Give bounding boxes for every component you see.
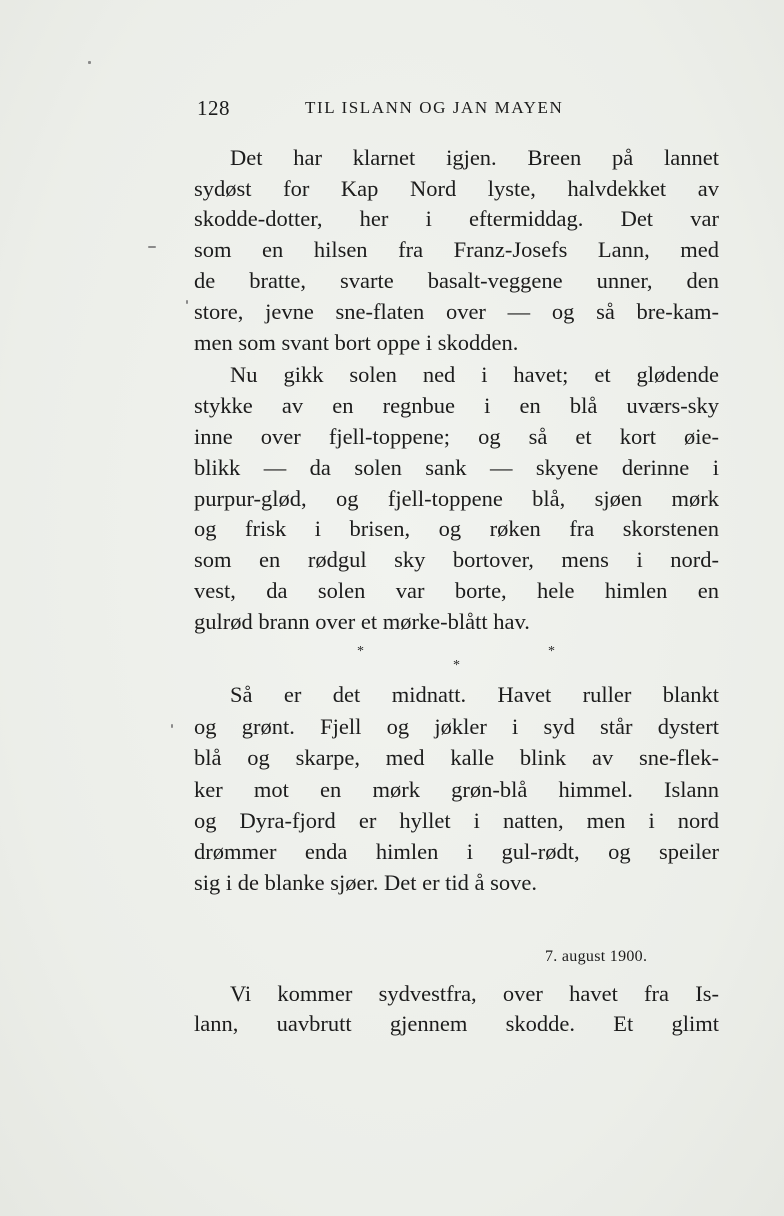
asterism-mark: * [453,658,460,673]
text-line: store, jevne sne-flaten over — og så bre-kam- [194,299,719,324]
text-line: lann, uavbrutt gjennem skodde. Et glimt [194,1011,719,1036]
text-line: Vi kommer sydvestfra, over havet fra Is- [230,981,719,1006]
text-line: Nu gikk solen ned i havet; et glødende [230,362,719,387]
asterism-mark: * [357,644,364,659]
running-title: TIL ISLANN OG JAN MAYEN [305,98,564,117]
scan-speck [88,61,91,64]
scan-speck [171,724,173,728]
text-line: sig i de blanke sjøer. Det er tid å sove. [194,870,538,895]
text-line: stykke av en regnbue i en blå uværs-sky [194,393,719,418]
asterism-mark: * [548,644,555,659]
text-line: ker mot en mørk grøn-blå himmel. Islann [194,777,719,802]
text-line: blå og skarpe, med kalle blink av sne-flek- [194,745,719,770]
text-line: gulrød brann over et mørke-blått hav. [194,609,530,634]
text-line: Det har klarnet igjen. Breen på lannet [230,145,719,170]
text-line: som en hilsen fra Franz-Josefs Lann, med [194,237,719,262]
running-head [197,96,717,126]
text-line: drømmer enda himlen i gul-rødt, og speiler [194,839,719,864]
text-line: og Dyra-fjord er hyllet i natten, men i nord [194,808,719,833]
text-line: sydøst for Kap Nord lyste, halvdekket av [194,176,719,201]
text-line: skodde-dotter, her i eftermiddag. Det var [194,206,719,231]
dateline: 7. august 1900. [545,948,648,965]
text-line: purpur-glød, og fjell-toppene blå, sjøen mørk [194,486,719,511]
text-line: Så er det midnatt. Havet ruller blankt [230,682,719,707]
text-line: men som svant bort oppe i skodden. [194,330,519,355]
text-line: blikk — da solen sank — skyene derinne i [194,455,719,480]
page-number: 128 [197,96,230,120]
scan-speck [148,246,156,248]
text-line: vest, da solen var borte, hele himlen en [194,578,719,603]
text-line: de bratte, svarte basalt-veggene unner, den [194,268,719,293]
text-line: og frisk i brisen, og røken fra skorstenen [194,516,719,541]
text-line: som en rødgul sky bortover, mens i nord- [194,547,719,572]
text-line: inne over fjell-toppene; og så et kort øie- [194,424,719,449]
text-line: og grønt. Fjell og jøkler i syd står dystert [194,714,719,739]
scan-speck [186,300,188,304]
